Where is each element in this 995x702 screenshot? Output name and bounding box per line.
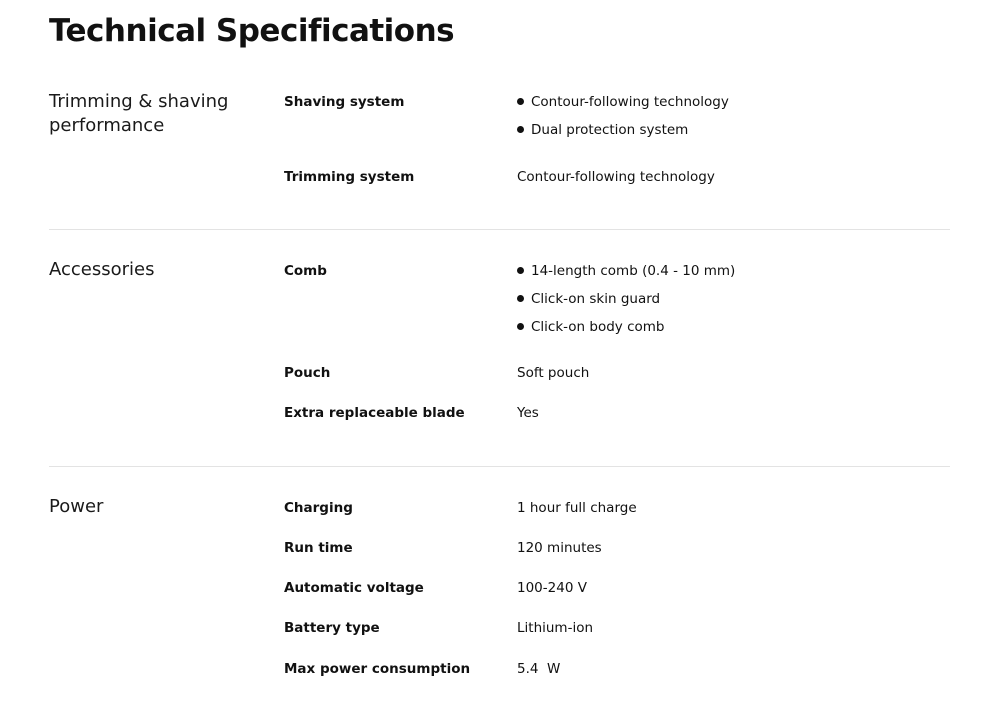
spec-label: Battery type bbox=[284, 620, 380, 636]
spec-value: Contour-following technology bbox=[517, 169, 715, 185]
spec-label: Extra replaceable blade bbox=[284, 405, 465, 421]
section-title: Accessories bbox=[49, 259, 155, 280]
bullet-icon bbox=[517, 98, 524, 105]
spec-label: Trimming system bbox=[284, 169, 415, 185]
spec-label: Charging bbox=[284, 500, 353, 516]
spec-value: Lithium-ion bbox=[517, 620, 594, 636]
spec-label: Pouch bbox=[284, 365, 331, 381]
spec-label: Shaving system bbox=[284, 94, 405, 110]
list-item-text: Click-on body comb bbox=[531, 319, 665, 335]
spec-label: Max power consumption bbox=[284, 661, 471, 677]
spec-value: Soft pouch bbox=[517, 365, 590, 381]
section-divider bbox=[49, 466, 950, 467]
list-item-text: Dual protection system bbox=[531, 122, 689, 138]
list-item bbox=[517, 120, 937, 148]
list-item bbox=[517, 261, 937, 289]
page-title: Technical Specifications bbox=[49, 13, 455, 49]
spec-label: Automatic voltage bbox=[284, 580, 424, 596]
spec-value: 1 hour full charge bbox=[517, 500, 637, 516]
list-item bbox=[517, 289, 937, 317]
section-title bbox=[49, 90, 269, 138]
spec-value: 100-240 V bbox=[517, 580, 587, 596]
bullet-icon bbox=[517, 267, 524, 274]
list-item bbox=[517, 317, 937, 345]
section-title-line: Trimming & shaving bbox=[49, 91, 229, 112]
spec-bullet-list bbox=[517, 261, 937, 345]
spec-value bbox=[517, 92, 937, 148]
bullet-icon bbox=[517, 126, 524, 133]
bullet-icon bbox=[517, 323, 524, 330]
spec-bullet-list bbox=[517, 92, 937, 148]
bullet-icon bbox=[517, 295, 524, 302]
spec-label: Run time bbox=[284, 540, 353, 556]
list-item-text: 14-length comb (0.4 - 10 mm) bbox=[531, 263, 736, 279]
spec-value bbox=[517, 261, 937, 345]
spec-value: 5.4 W bbox=[517, 661, 561, 677]
section-divider bbox=[49, 229, 950, 230]
list-item-text: Contour-following technology bbox=[531, 94, 729, 110]
spec-value: 120 minutes bbox=[517, 540, 602, 556]
section-title-line: performance bbox=[49, 115, 165, 136]
spec-label: Comb bbox=[284, 263, 327, 279]
spec-value: Yes bbox=[517, 405, 539, 421]
section-title: Power bbox=[49, 496, 104, 517]
list-item bbox=[517, 92, 937, 120]
list-item-text: Click-on skin guard bbox=[531, 291, 661, 307]
